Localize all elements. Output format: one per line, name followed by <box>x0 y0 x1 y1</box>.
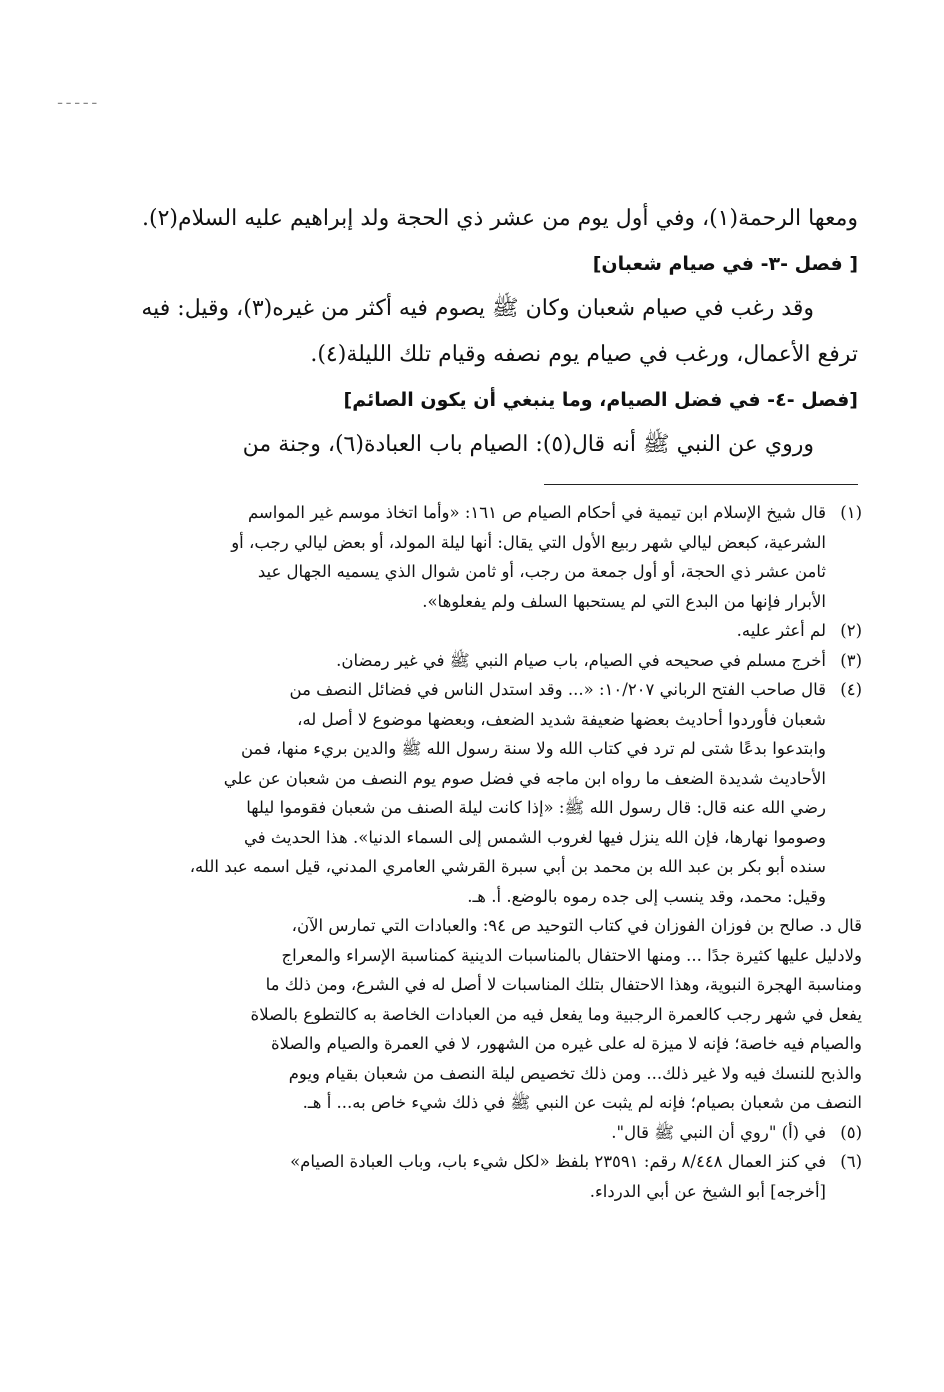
footnote-5 <box>114 1118 862 1148</box>
footnote-number: (٤) <box>840 680 862 699</box>
footnote-line: وصوموا نهارها، فإن الله ينزل فيها لغروب الشمس إلى السماء الدنيا». هذا الحديث في <box>243 827 826 847</box>
footnote-line: ومناسبة الهجرة النبوية، وهذا الاحتفال بتلك المناسبات لا أصل له في الشرع، ومن ذلك ما <box>265 975 862 994</box>
footnote-number: (٥) <box>840 1122 862 1142</box>
footnote-line: النصف من شعبان بصيام؛ فإنه لم يثبت عن النبي ﷺ في ذلك شيء خاص به... أ هـ. <box>302 1093 862 1112</box>
main-line-4: وروي عن النبي ﷺ أنه قال(٥): الصيام باب العبادة(٦)، وجنة من <box>242 432 814 457</box>
footnote-text: في كنز العمال ٨/٤٤٨ رقم: ٢٣٥٩١ بلفظ «لكل شيء باب، وباب العبادة الصيام» <box>290 1152 826 1171</box>
footnote-line: الأحاديث شديدة الضعف ما رواه ابن ماجه في فضل صوم يوم النصف من شعبان عن علي <box>223 768 826 788</box>
footnotes <box>114 498 862 1206</box>
footnote-text: أخرج مسلم في صحيحه في الصيام، باب صيام النبي ﷺ في غير رمضان. <box>336 650 826 670</box>
footnote-text: قال صاحب الفتح الرباني ١٠/٢٠٧: «... وقد استدل الناس في فضائل النصف من <box>289 680 826 699</box>
footnote-line <box>114 1147 862 1177</box>
footnote-line: رضي الله عنه قال: قال رسول الله ﷺ: «إذا كانت ليلة الصنف من شعبان فقوموا ليلها <box>246 798 826 817</box>
main-line-3: ترفع الأعمال، ورغب في صيام يوم نصفه وقيام تلك الليلة(٤). <box>310 342 858 367</box>
section-heading-4: [فصل -٤- في فضل الصيام، وما ينبغي أن يكون الصائم] <box>343 389 858 411</box>
footnote-line <box>114 616 862 646</box>
footnote-line <box>114 1118 862 1148</box>
main-line-1: ومعها الرحمة(١)، وفي أول يوم من عشر ذي الحجة ولد إبراهيم عليه السلام(٢). <box>142 206 858 231</box>
footnote-6 <box>114 1147 862 1206</box>
footnote-text: لم أعثر عليه. <box>736 621 826 640</box>
footnote-3 <box>114 646 862 676</box>
section-heading-3: [ فصل -٣- في صيام شعبان] <box>592 253 858 275</box>
footnote-text: في (أ) "روي أن النبي ﷺ قال". <box>611 1122 826 1142</box>
footnote-line: سنده أبو بكر بن عبد الله بن محمد بن أبي سبرة القرشي العامري المدني، قيل اسمه عبد الله، <box>189 857 826 876</box>
footnote-line <box>114 646 862 676</box>
footnote-line: الشرعية، كبعض ليالي شهر ربيع الأول التي يقال: أنها ليلة المولد، أو بعض ليالي رجب، أو <box>231 532 826 552</box>
footnote-line: والذبح للنسك فيه ولا غير ذلك... ومن ذلك تخصيص ليلة النصف من شعبان بقيام ويوم <box>288 1063 862 1083</box>
footnote-2 <box>114 616 862 646</box>
footnote-line: يفعل في شهر رجب كالعمرة الرجبية وما يفعل فيه من العبادات الخاصة به كالتطوع بالصلاة <box>250 1004 862 1024</box>
footnote-number: (٢) <box>840 621 862 640</box>
main-text <box>118 196 858 468</box>
footnote-number: (٦) <box>840 1152 862 1171</box>
footnote-line <box>114 498 862 528</box>
footnote-1 <box>114 498 862 616</box>
footnote-line: والصيام فيه خاصة؛ فإنه لا ميزة له على غيره من الشهور، لا في العمرة والصيام والصلاة <box>271 1034 862 1053</box>
footnote-4 <box>114 675 862 1118</box>
footnote-line: وقيل: محمد، وقد ينسب إلى جده رموه بالوضع. أ. هـ. <box>467 886 826 906</box>
footnote-line: شعبان فأوردوا أحاديث بعضها ضعيفة شديد الضعف، وبعضها موضوع لا أصل له، <box>297 709 826 729</box>
footnote-line: [أخرجه] أبو الشيخ عن أبي الدرداء. <box>589 1181 826 1201</box>
footnote-divider <box>544 484 858 485</box>
footnote-line <box>114 675 862 705</box>
main-line-2: وقد رغب في صيام شعبان وكان ﷺ يصوم فيه أكثر من غيره(٣)، وقيل: فيه <box>141 296 814 321</box>
footnote-line: ثامن عشر ذي الحجة، أو أول جمعة من رجب، أو ثامن شوال الذي يسميه الجهال عيد <box>257 562 826 581</box>
scan-artifact-mark: ـ ـ ـ ـ ـ <box>58 92 97 108</box>
footnote-line: ولادليل عليها كثيرة جدًا ... ومنها الاحتفال بالمناسبات الدينية كمناسبة الإسراء والمعراج <box>281 945 862 965</box>
footnote-line: وابتدعوا بدعًا شتى لم ترد في كتاب الله ولا سنة رسول الله ﷺ والدين بريء منها، فمن <box>240 739 826 758</box>
footnote-line: الأبرار فإنها من البدع التي لم يستحبها السلف ولم يفعلوها». <box>422 591 826 611</box>
footnote-number: (١) <box>840 503 862 522</box>
footnote-line: قال د. صالح بن فوزان الفوزان في كتاب التوحيد ص ٩٤: والعبادات التي تمارس الآن، <box>291 916 862 935</box>
footnote-text: قال شيخ الإسلام ابن تيمية في أحكام الصيام ص ١٦١: «وأما اتخاذ موسم غير المواسم <box>247 503 826 522</box>
footnote-number: (٣) <box>840 650 862 670</box>
